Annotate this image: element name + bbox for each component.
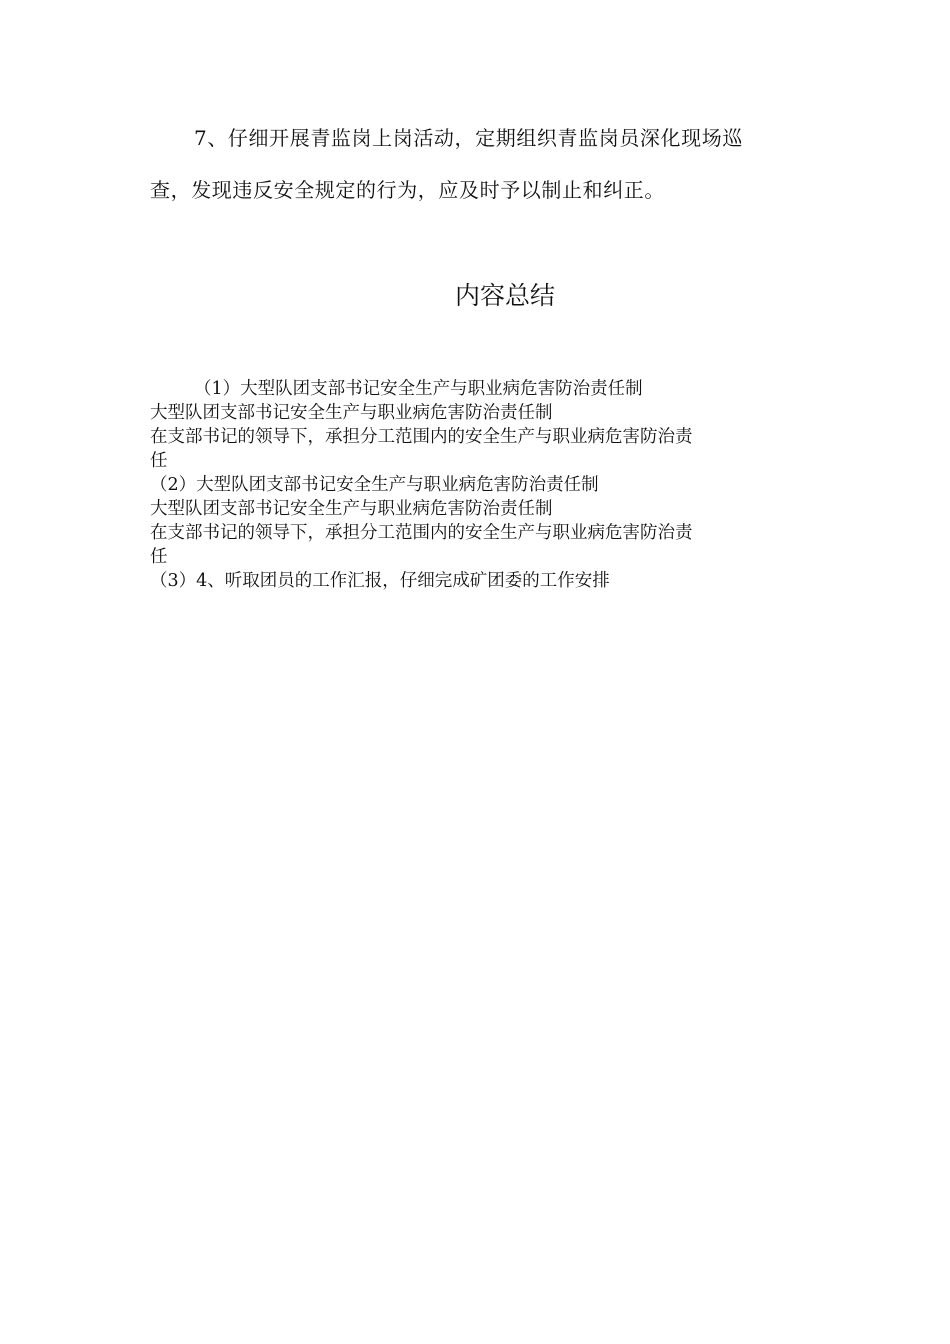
summary-line: 大型队团支部书记安全生产与职业病危害防治责任制 bbox=[150, 499, 553, 519]
summary-line: 任 bbox=[150, 451, 168, 471]
summary-line: 任 bbox=[150, 547, 168, 567]
summary-line: （1）大型队团支部书记安全生产与职业病危害防治责任制 bbox=[194, 379, 643, 399]
summary-line: （2）大型队团支部书记安全生产与职业病危害防治责任制 bbox=[150, 475, 599, 495]
summary-heading: 内容总结 bbox=[454, 281, 555, 310]
body-paragraph-line-2: 查，发现违反安全规定的行为，应及时予以制止和纠正。 bbox=[150, 178, 665, 202]
body-paragraph-line-1: 7、仔细开展青监岗上岗活动，定期组织青监岗员深化现场巡 bbox=[194, 126, 743, 150]
summary-line: （3）4、听取团员的工作汇报，仔细完成矿团委的工作安排 bbox=[150, 571, 610, 591]
summary-line: 在支部书记的领导下，承担分工范围内的安全生产与职业病危害防治责 bbox=[150, 427, 693, 447]
summary-block bbox=[150, 377, 800, 593]
summary-line: 大型队团支部书记安全生产与职业病危害防治责任制 bbox=[150, 403, 553, 423]
summary-line: 在支部书记的领导下，承担分工范围内的安全生产与职业病危害防治责 bbox=[150, 523, 693, 543]
